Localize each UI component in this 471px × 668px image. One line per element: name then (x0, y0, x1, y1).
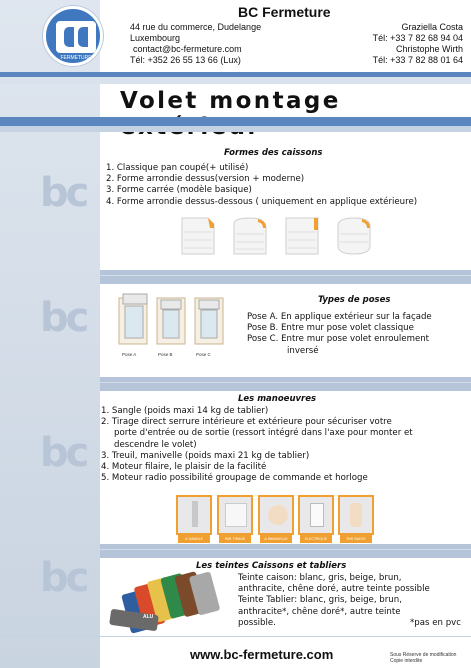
logo-text: FERMETURE (60, 55, 92, 61)
teintes-line: Teinte caison: blanc, gris, beige, brun, (238, 573, 402, 583)
teintes-line: anthracite, chêne doré, autre teinte possible (238, 584, 430, 595)
list-item: 4. Moteur filaire, le plaisir de la facilité (101, 462, 267, 473)
caissons-list (106, 163, 417, 208)
section-divider (100, 270, 471, 284)
address-line: 44 rue du commerce, Dudelange (130, 22, 262, 32)
section-divider (100, 377, 471, 391)
thumb-label: A SANGLE (178, 535, 210, 543)
sidebar-watermark: bc (40, 295, 87, 341)
sidebar-watermark: bc (40, 430, 87, 476)
pose-a-drawing (119, 294, 147, 344)
company-logo (43, 6, 103, 66)
caisson-shape-2 (234, 218, 266, 254)
sidebar-watermark: bc (40, 555, 87, 601)
list-item: 4. Forme arrondie dessus-dessous ( uniquement en applique extérieure) (106, 196, 418, 207)
pose-b-drawing (157, 298, 185, 344)
footer-divider (0, 636, 471, 637)
manoeuvre-thumb-tirage (217, 495, 253, 541)
manoeuvre-thumb-electrique (298, 495, 334, 541)
brand-name: BC Fermeture (238, 4, 331, 20)
list-item: descendre le volet) (114, 439, 197, 450)
contact-phone: Tél: +33 7 82 88 01 64 (372, 55, 463, 65)
teintes-text (238, 573, 430, 629)
sample-label: ALU (143, 614, 154, 620)
sidebar-watermark: bc (40, 170, 87, 216)
pose-image-labels (122, 352, 232, 358)
page-title: Volet montage (120, 88, 341, 114)
email-line: contact@bc-fermeture.com (133, 44, 242, 54)
manoeuvre-thumb-radio (338, 495, 374, 541)
thumb-label: ELECTRIQUE (300, 535, 332, 543)
list-item: 3. Forme carrée (modèle basique) (106, 185, 252, 196)
phone-line: Tél: +352 26 55 13 66 (Lux) (130, 55, 241, 65)
header-band-light (0, 77, 471, 84)
pose-c-label: Pose C (196, 352, 211, 357)
left-sidebar (0, 0, 100, 668)
poses-list (247, 312, 432, 357)
list-item: Pose C. Entre mur pose volet enroulement (247, 334, 430, 345)
list-item: 1. Classique pan coupé(+ utilisé) (106, 163, 249, 173)
contact-phone: Tél: +33 7 82 68 94 04 (372, 33, 463, 43)
list-item: 2. Tirage direct serrure intérieure et extérieure pour sécuriser votre (101, 417, 392, 428)
caisson-shape-4 (338, 218, 370, 254)
list-item: 2. Forme arrondie dessus(version + moderne) (106, 174, 305, 185)
thumb-label: A MANIVELLE (260, 535, 292, 543)
thumb-label: PAR RADIO (340, 535, 372, 543)
list-item: porte d'entrée ou de sortie (ressort intégré dans l'axe pour monter et (114, 428, 413, 439)
manoeuvre-thumb-sangle (176, 495, 212, 541)
contact-block (373, 22, 463, 66)
footer-note-line: Copie interdite (390, 658, 423, 664)
list-item: inversé (287, 345, 319, 356)
caissons-heading: Formes des caissons (224, 148, 323, 158)
teintes-note: *pas en pvc (410, 618, 461, 628)
list-item: 5. Moteur radio possibilité groupage de commande et horloge (101, 473, 368, 484)
poses-image (117, 292, 227, 372)
teintes-line: possible. (238, 617, 276, 628)
manoeuvres-list (101, 406, 413, 484)
title-band-light (0, 126, 471, 132)
pose-a-label: Pose A (122, 352, 137, 357)
thumb-label: PAR TIRAGE (219, 535, 251, 543)
address-line: Luxembourg (130, 33, 181, 43)
caisson-shape-1 (182, 218, 214, 254)
color-samples-image (106, 568, 236, 634)
contact-name: Graziella Costa (401, 22, 463, 32)
list-item: Pose A. En applique extérieur sur la façade (247, 312, 432, 322)
teintes-heading: Les teintes Caissons et tabliers (196, 561, 347, 571)
manoeuvres-heading: Les manoeuvres (238, 394, 317, 404)
footer-note-line: Sous Réserve de modification (390, 652, 457, 658)
contact-name: Christophe Wirth (395, 44, 463, 54)
list-item: 3. Treuil, manivelle (poids maxi 21 kg de tablier) (101, 450, 310, 461)
teintes-line: Teinte Tablier: blanc, gris, beige, brun, (238, 595, 402, 606)
caisson-shape-3 (286, 218, 318, 254)
title-band (0, 117, 471, 126)
pose-b-label: Pose B (158, 352, 173, 357)
website-link[interactable]: www.bc-fermeture.com (190, 647, 334, 662)
teintes-line: anthracite*, chêne doré*, autre teinte (238, 606, 401, 617)
list-item: 1. Sangle (poids maxi 14 kg de tablier) (101, 406, 269, 416)
pose-c-drawing (195, 298, 223, 344)
address-block (130, 22, 261, 66)
poses-heading: Types de poses (318, 295, 391, 305)
footer-note (390, 652, 456, 664)
list-item: Pose B. Entre mur pose volet classique (247, 323, 414, 334)
section-divider (100, 544, 471, 558)
caisson-shapes-image (178, 214, 378, 260)
manoeuvre-thumb-manivelle (258, 495, 294, 541)
